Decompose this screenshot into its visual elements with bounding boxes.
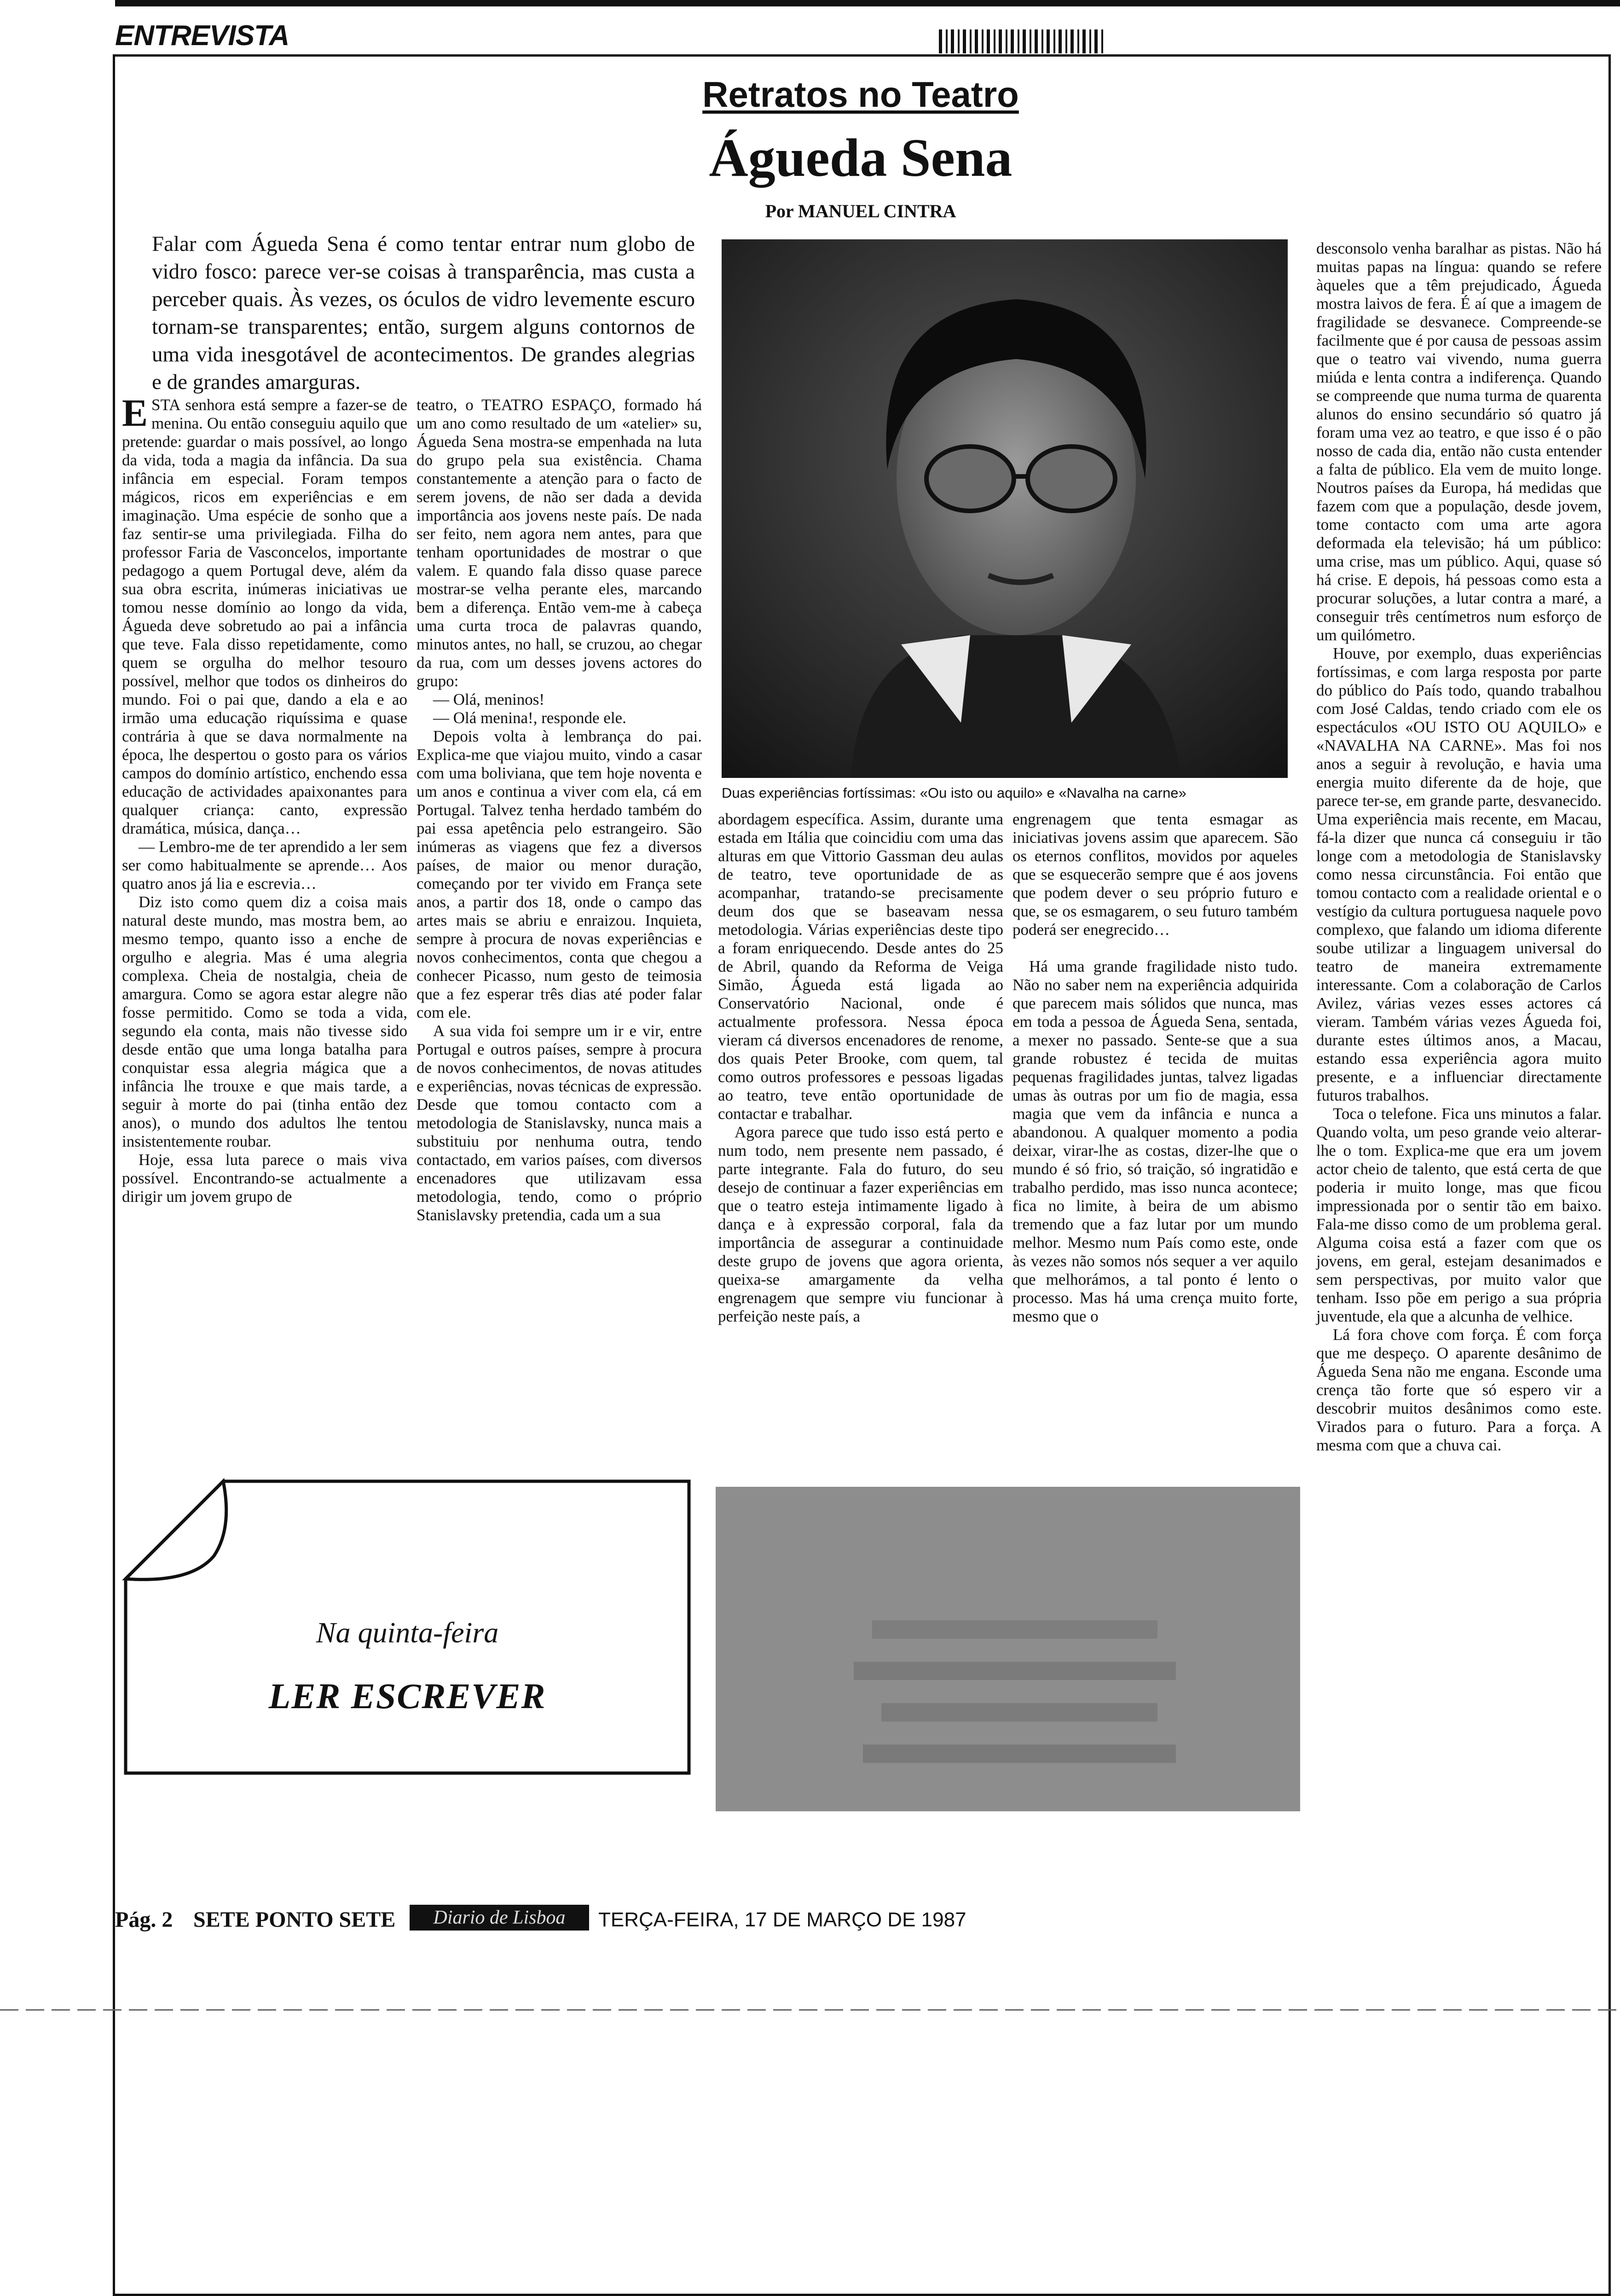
byline: Por MANUEL CINTRA xyxy=(765,201,956,221)
paragraph: — Olá menina!, responde ele. xyxy=(433,709,626,727)
paragraph: Toca o telefone. Fica uns minutos a falar. Quando volta, um peso grande veio alterar-lhe o tom. Explica-me que era um jovem actor cheio de talento, que está certa de que poderia ir muito longe, mas que ficou impressionada por o sentir tão em baixo. Fala-me disso como de um problema geral. Alguma coisa está a fazer com que os jovens, em geral, estejam desanimados e sem perspectivas, por muito valor que tenham. Isso põe em perigo a sua própria juventude, ela que a alcunha de velhice. xyxy=(1316,1105,1602,1325)
paragraph: Lá fora chove com força. É com força que me despeço. O aparente desânimo de Águeda Sena não me engana. Esconde uma crença tão forte que só espero vir a descobrir muitos desânimos como este. Virados para o futuro. Para a força. A mesma com que a chuva cai. xyxy=(1316,1326,1602,1454)
promo-day: Na quinta-feira xyxy=(316,1616,499,1649)
kicker: Retratos no Teatro xyxy=(702,74,1019,115)
lead-paragraph: Falar com Águeda Sena é como tentar entrar num globo de vidro fosco: parece ver-se coisas à transparência, mas custa a perceber quais. Às vezes, os óculos de vidro levemente escuro tornam-se transparentes; então, surgem alguns contornos de uma vida inesgotável de acontecimentos. De grandes alegrias e de grandes amarguras. xyxy=(152,232,695,394)
promo-section-logo: LER ESCREVER xyxy=(268,1676,546,1716)
barcode xyxy=(939,29,1105,53)
portrait-photo xyxy=(722,239,1288,778)
paragraph: STA senhora está sempre a fazer-se de menina. Ou então conseguiu aquilo que pretende: guardar o mais possível, ao longo da vida, toda a magia da infância. Da sua infância em especial. Foram tempos mágicos, ricos em experiências e em imaginação. Uma espécie de sonho que a faz sentir-se uma privilegiada. Filha do professor Faria de Vasconcelos, importante pedagogo a quem Portugal deve, além da sua obra escrita, inúmeras iniciativas ue tomou nesse domínio ao longo da vida, Águeda deve sobretudo ao pai a infância que teve. Fala disso repetidamente, como quem se orgulha do melhor tesouro possível, melhor que todos os dinheiros do mundo. Foi o pai que, dando a ela e ao irmão uma educação riquíssima e quase contrária à que se dava normalmente na época, lhe despertou o gosto para os vários campos do domínio artístico, enchendo essa educação de actividades apaixonantes para qualquer criança: canto, expressão dramática, música, dança… xyxy=(122,396,407,837)
paragraph: — Lembro-me de ter aprendido a ler sem ser como habitualmente se aprende… Aos quatro anos já lia e escrevia… xyxy=(122,838,407,893)
paragraph: Hoje, essa luta parece o mais viva possível. Encontrando-se actualmente a dirigir um jovem grupo de xyxy=(122,1151,407,1206)
paragraph: Agora parece que tudo isso está perto e num todo, nem presente nem passado, é parte integrante. Fala do futuro, do seu desejo de continuar a fazer experiências em que o teatro esteja intimamente ligado à dança e à expressão corporal, fala da importância de assegurar a continuidade deste grupo de jovens que agora orienta, queixa-se amargamente da velha engrenagem que sempre viu funcionar à perfeição neste país, a xyxy=(718,1123,1003,1325)
paragraph: engrenagem que tenta esmagar as iniciativas jovens assim que aparecem. São os eternos conflitos, movidos por aqueles que se esquecerão sempre que é aos jovens que podem dever o seu próprio futuro e que, se os esmagarem, o seu futuro também poderá ser enegrecido… xyxy=(1012,810,1298,939)
column-5 xyxy=(1316,239,1602,1455)
paragraph: A sua vida foi sempre um ir e vir, entre Portugal e outros países, sempre à procura de novos conhecimentos, de novas atitudes e experiências, novas técnicas de expressão. Desde que tomou contacto com a metodologia de Stanislavsky, nunca mais a substituiu por nenhuma outra, tendo contactado, em varios países, com diversos encenadores que utilizavam essa metodologia, tendo, como o próprio Stanislavsky pretendia, cada um a sua xyxy=(417,1022,702,1224)
section-label: ENTREVISTA xyxy=(115,20,289,52)
issue-date: TERÇA-FEIRA, 17 DE MARÇO DE 1987 xyxy=(598,1908,966,1931)
photo-caption: Duas experiências fortíssimas: «Ou isto ou aquilo» e «Navalha na carne» xyxy=(722,785,1186,801)
top-rule xyxy=(115,0,1620,6)
drop-cap: E xyxy=(122,392,148,435)
paragraph: desconsolo venha baralhar as pistas. Não há muitas papas na língua: quando se refere àqueles que a têm prejudicado, Águeda mostra laivos de fera. É aí que a imagem de fragilidade se desvanece. Compreende-se facilmente que é por causa de pessoas assim que o teatro vai vivendo, numa guerra miúda e lenta contra a indiferença. Quando se compreende que numa turma de quarenta alunos do ensino secundário só quatro já foram uma vez ao teatro, e que isso é o pão nosso de cada dia, então não custa entender a falta de público. Ela vem de muito longe. Noutros países da Europa, há medidas que fazem com que a população, desde jovem, tome contacto com uma arte agora deformada ela televisão; há um público: uma crise, mas um público. Aqui, quase só há crise. E depois, há pessoas como esta a procurar soluções, a lutar contra a maré, a conseguir três centímetros num esforço de um quilómetro. xyxy=(1316,239,1602,644)
column-3 xyxy=(718,810,1003,1326)
page-number: Pág. 2 xyxy=(115,1908,173,1932)
paragraph: Há uma grande fragilidade nisto tudo. Não no saber nem na experiência adquirida que parecem mais sólidos que nunca, mas em toda a pessoa de Águeda Sena, sentada, a mexer no passado. Sente-se que a sua grande robustez é tecida de muitas pequenas fragilidades juntas, talvez ligadas umas às outras por um fio de magia, essa magia que vem da infância e nunca a abandonou. A qualquer momento a podia deixar, virar-lhe as costas, dizer-lhe que o mundo é só frio, só traição, só ingratidão e trabalho perdido, mas isso nunca acontece; fica no limite, à beira de um abismo tremendo que a faz lutar por um mundo melhor. Mesmo num País como este, onde às vezes não somos nós sequer a ver aquilo que melhorámos, a tal ponto é lento o processo. Mas há uma crença muito forte, mesmo que o xyxy=(1012,957,1298,1325)
paragraph: Depois volta à lembrança do pai. Explica-me que viajou muito, vindo a casar com uma boliviana, que tem hoje noventa e um anos e continua a viver com ela, cá em Portugal. Talvez tenha herdado também do pai essa apetência pelo estrangeiro. São inúmeras as viagens que fez a diversos países, de maior ou menor duração, começando por ter vivido em França sete anos, a partir dos 18, onde o campo das artes mais se abriu e enraizou. Inquieta, sempre à procura de novas experiências e novos conhecimentos, conta que chegou a conhecer Picasso, num gesto de teimosia que a fez esperar três dias até poder falar com ele. xyxy=(417,727,702,1021)
paragraph: abordagem específica. Assim, durante uma estada em Itália que coincidiu com uma das alturas em que Vittorio Gassman deu aulas de teatro, teve oportunidade de as acompanhar, tratando-se precisamente deum dos que se baseavam nessa metodologia. Várias experiências deste tipo a foram enriquecendo. Desde antes do 25 de Abril, quando da Reforma de Veiga Simão, Águeda está ligada ao Conservatório Nacional, onde é actualmente professora. Nessa época vieram cá diversos encenadores de renome, dos quais Peter Brooke, com quem, tal como outros professores e pessoas ligadas ao teatro, teve então oportunidade de contactar e trabalhar. xyxy=(718,810,1003,1123)
paragraph: Houve, por exemplo, duas experiências fortíssimas, e com larga resposta por parte do público do País todo, quando trabalhou com José Caldas, tendo criado com ele os espectáculos «OU ISTO OU AQUILO» e «NAVALHA NA CARNE». Mas foi nos anos a seguir à revolução, e havia uma energia muito diferente da de hoje, que parece ter-se, em grande parte, desvanecido. Uma experiência mais recente, em Macau, fá-la dizer que nunca cá conseguiu ir tão longe com a metodologia de Stanislavsky como nessa circunstância. Foi então que tomou contacto com a realidade oriental e o vestígio da cultura portuguesa naquele povo complexo, que falando um idioma diferente soube utilizar a linguagem universal do teatro de maneira extremamente interessante. Com a colaboração de Carlos Avilez, várias vezes esses actores cá vieram. Também várias vezes Águeda foi, durante estes últimos anos, a Macau, estando essa experiência agora muito presente, e a influenciar directamente futuros trabalhos. xyxy=(1316,644,1602,1104)
column-1 xyxy=(122,392,407,1206)
column-4 xyxy=(1012,810,1298,1326)
headline: Águeda Sena xyxy=(709,128,1012,188)
paragraph: — Olá, meninos! xyxy=(433,690,545,708)
column-2 xyxy=(417,396,702,1224)
bottom-dashed-rule xyxy=(0,2009,1620,2011)
portrait-graphic xyxy=(722,239,1288,778)
paragraph: Diz isto como quem diz a coisa mais natural deste mundo, mas mostra bem, ao mesmo tempo, quanto isso a enche de orgulho e alegria. Mas é uma alegria complexa. Cheia de nostalgia, cheia de amargura. Como se agora estar alegre não fosse permitido. Como se toda a vida, segundo ela conta, mais não tivesse sido desde então que uma longa batalha para conquistar essa alegria mágica que a infância lhe trouxe e que mais tarde, a seguir à morte do pai (tinha então dez anos), o mundo dos adultos lhe tentou insistentemente roubar. xyxy=(122,893,407,1150)
stage-photo xyxy=(716,1487,1300,1811)
supplement-name: SETE PONTO SETE xyxy=(193,1908,396,1932)
promo-box xyxy=(122,1478,693,1777)
stage-photo-graphic xyxy=(716,1487,1300,1811)
newspaper-logo: Diario de Lisboa xyxy=(410,1905,589,1931)
paragraph: teatro, o TEATRO ESPAÇO, formado há um ano como resultado de um «atelier» su, Águeda Sena mostra-se empenhada na luta do grupo pela sua existência. Chama constantemente a atenção para o facto de serem jovens, de não ser dada a devida importância aos jovens neste país. De nada ser feito, nem agora nem antes, para que tenham oportunidades de mostrar o que valem. E quando fala disso quase parece mostrar-se velha perante eles, marcando bem a diferença. Então vem-me à cabeça uma curta troca de palavras quando, minutos antes, no hall, se cruzou, ao chegar da rua, com um desses jovens actores do grupo: xyxy=(417,396,702,690)
